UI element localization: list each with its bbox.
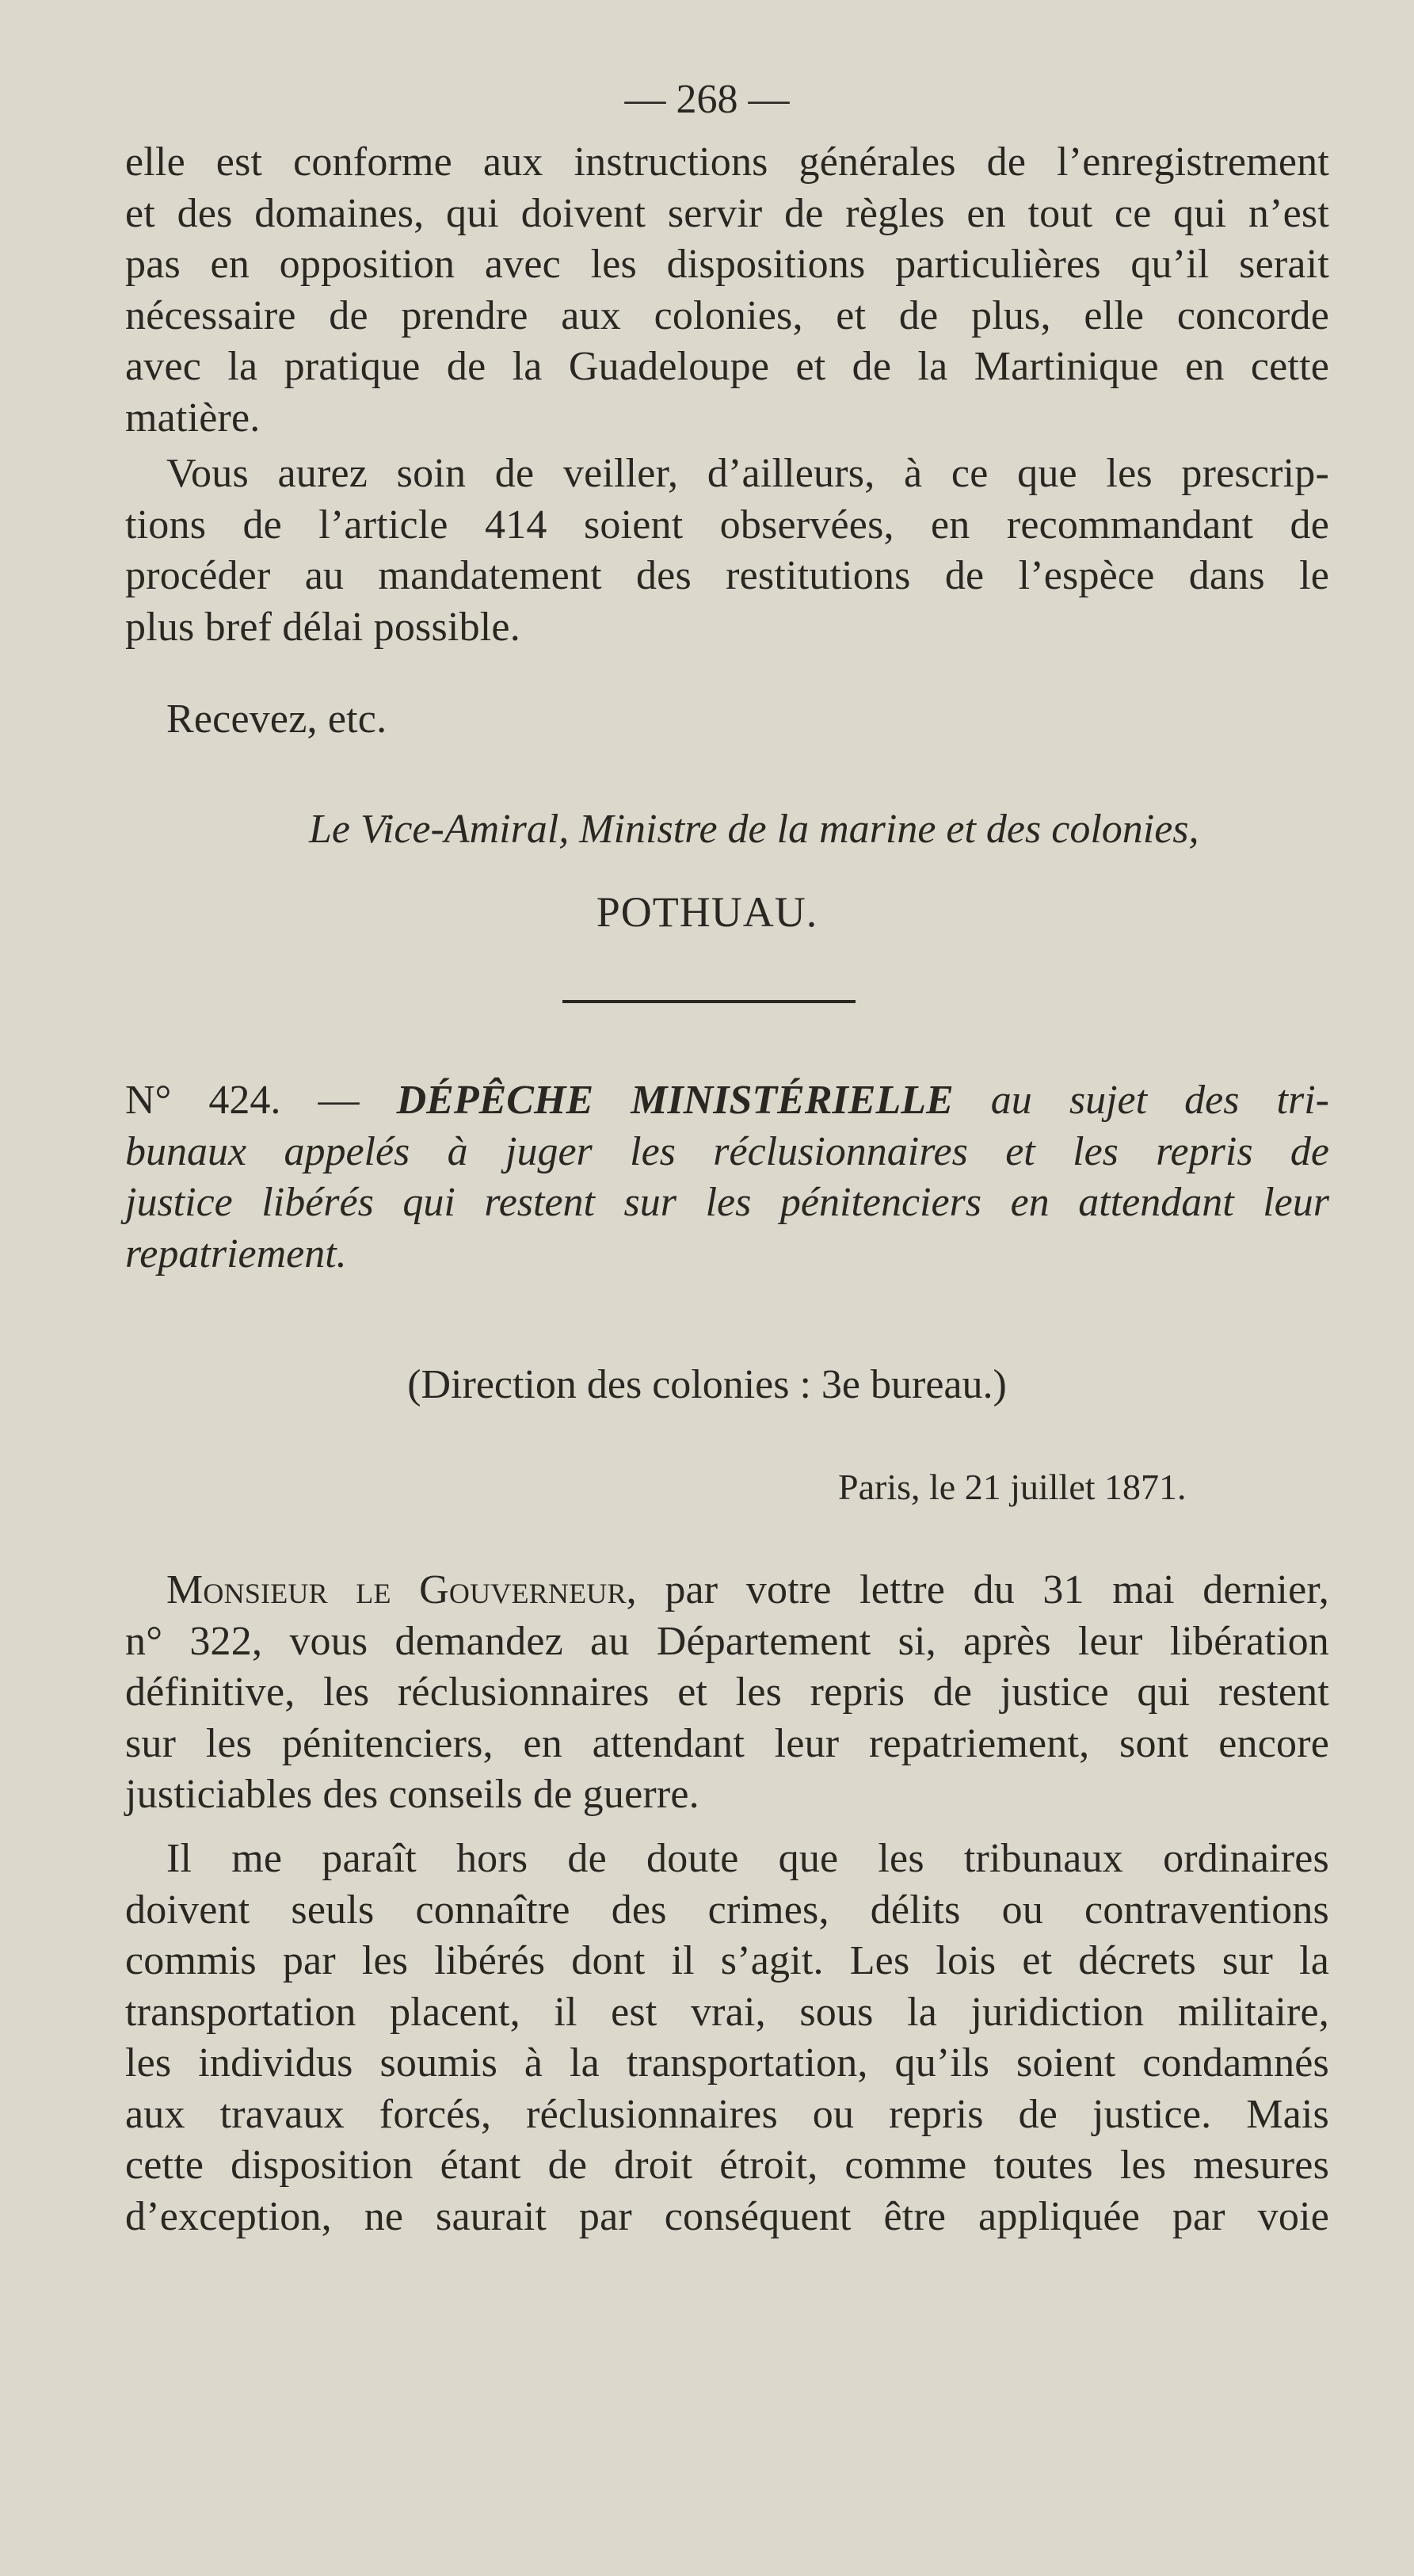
section-divider (562, 1000, 856, 1003)
text-line: d’exception, ne saurait par conséquent être appliquée par voie (125, 2193, 1329, 2239)
text-line: n° 322, vous demandez au Département si, après leur libération (125, 1618, 1329, 1664)
text-line: transportation placent, il est vrai, sous la juridiction militaire, (125, 1989, 1329, 2035)
text-line: plus bref délai possible. (125, 604, 520, 650)
heading-line: repatriement. (125, 1231, 347, 1277)
text-line: sur les pénitenciers, en attendant leur repatriement, sont encore (125, 1720, 1329, 1766)
heading-line: bunaux appelés à juger les réclusionnaires et les repris de (125, 1128, 1329, 1174)
text-line: les individus soumis à la transportation, qu’ils soient condamnés (125, 2040, 1329, 2086)
paragraph-3 (125, 1565, 1329, 1821)
text-line: tions de l’article 414 soient observées, en recommandant de (125, 502, 1329, 548)
closing (125, 694, 1329, 746)
salutation: Monsieur le Gouverneur, (166, 1567, 637, 1612)
heading-number: N° 424. — (125, 1078, 397, 1123)
text-line: Vous aurez soin de veiller, d’ailleurs, à ce que les prescrip- (166, 451, 1329, 496)
paragraph-1 (125, 137, 1329, 444)
text-line: avec la pratique de la Guadeloupe et de la Martinique en cette (125, 344, 1329, 389)
text-line: définitive, les réclusionnaires et les repris de justice qui restent (125, 1670, 1329, 1715)
text-line: pas en opposition avec les dispositions particulières qu’il serait (125, 242, 1329, 287)
heading-text: au sujet des tri- (953, 1078, 1329, 1123)
page-number: — 268 — (624, 77, 790, 122)
text-line: nécessaire de prendre aux colonies, et de plus, elle concorde (125, 292, 1329, 338)
text-line: aux travaux forcés, réclusionnaires ou repris de justice. Mais (125, 2091, 1329, 2137)
paragraph-2 (125, 448, 1329, 653)
signature-title: Le Vice-Amiral, Ministre de la marine et des colonies, (309, 807, 1199, 852)
document-heading (125, 1075, 1329, 1280)
text-line: procéder au mandatement des restitutions de l’espèce dans le (125, 553, 1329, 598)
heading-title: DÉPÊCHE MINISTÉRIELLE (396, 1078, 954, 1123)
signature-name: POTHUAU. (596, 888, 818, 936)
text-line: elle est conforme aux instructions générales de l’enregistrement (125, 139, 1329, 185)
heading-line (125, 1075, 1329, 1127)
paragraph-4 (125, 1834, 1329, 2242)
text-line: justiciables des conseils de guerre. (125, 1772, 699, 1817)
text-line: doivent seuls connaître des crimes, délits ou contraventions (125, 1887, 1329, 1933)
text-line: cette disposition étant de droit étroit, comme toutes les mesures (125, 2143, 1329, 2188)
text-line: et des domaines, qui doivent servir de règles en tout ce qui n’est (125, 190, 1329, 236)
text-line: commis par les libérés dont il s’agit. Les lois et décrets sur la (125, 1938, 1329, 1983)
text-line: matière. (125, 395, 261, 441)
dateline: Paris, le 21 juillet 1871. (838, 1467, 1187, 1507)
salutation-continuation: par votre lettre du 31 mai dernier, (636, 1567, 1329, 1612)
text-line: Il me paraît hors de doute que les tribunaux ordinaires (166, 1836, 1329, 1881)
closing-text: Recevez, etc. (166, 696, 387, 742)
heading-line: justice libérés qui restent sur les pénitenciers en attendant leur (125, 1180, 1329, 1225)
text-line (125, 1565, 1329, 1616)
direction-line: (Direction des colonies : 3e bureau.) (407, 1362, 1007, 1407)
